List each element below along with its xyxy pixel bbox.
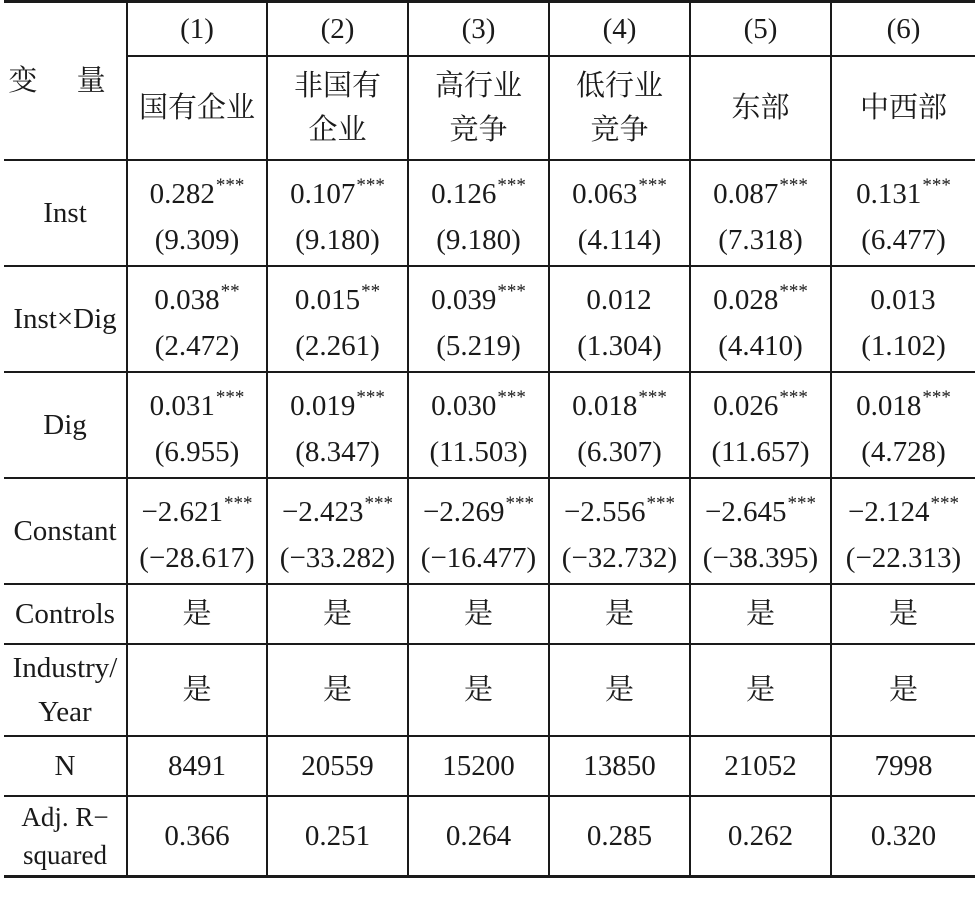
row-label: Constant: [4, 478, 127, 584]
coef-cell: −2.269*** (−16.477): [408, 478, 549, 584]
value-cell: 是: [408, 584, 549, 644]
coef-cell: 0.031*** (6.955): [127, 372, 267, 478]
coef-cell: 0.030*** (11.503): [408, 372, 549, 478]
col-number: (5): [690, 2, 831, 56]
value-cell: 是: [549, 644, 690, 736]
coef-cell: 0.126*** (9.180): [408, 160, 549, 266]
row-inst-dig: [4, 266, 975, 372]
value-cell: 是: [690, 644, 831, 736]
value-cell: 0.264: [408, 796, 549, 877]
value-cell: 20559: [267, 736, 408, 796]
value-cell: 0.285: [549, 796, 690, 877]
coef-cell: 0.087*** (7.318): [690, 160, 831, 266]
col-name: 低行业 竞争: [549, 56, 690, 160]
header-row-names: [4, 56, 975, 160]
coef-cell: 0.028*** (4.410): [690, 266, 831, 372]
col-name: 国有企业: [127, 56, 267, 160]
coef-cell: −2.423*** (−33.282): [267, 478, 408, 584]
row-label: Adj. R− squared: [4, 796, 127, 877]
value-cell: 是: [549, 584, 690, 644]
coef-cell: 0.039*** (5.219): [408, 266, 549, 372]
col-number: (1): [127, 2, 267, 56]
coef-cell: 0.282*** (9.309): [127, 160, 267, 266]
coef-cell: 0.131*** (6.477): [831, 160, 975, 266]
value-cell: 21052: [690, 736, 831, 796]
value-cell: 是: [831, 584, 975, 644]
header-row-numbers: [4, 2, 975, 56]
col-number: (4): [549, 2, 690, 56]
col-number: (3): [408, 2, 549, 56]
coef-cell: 0.015** (2.261): [267, 266, 408, 372]
value-cell: 是: [267, 584, 408, 644]
value-cell: 是: [127, 584, 267, 644]
col-name: 高行业 竞争: [408, 56, 549, 160]
row-label: Industry/ Year: [4, 644, 127, 736]
row-constant: [4, 478, 975, 584]
value-cell: 0.366: [127, 796, 267, 877]
coef-cell: −2.645*** (−38.395): [690, 478, 831, 584]
row-label: Inst×Dig: [4, 266, 127, 372]
coef-cell: 0.107*** (9.180): [267, 160, 408, 266]
value-cell: 0.262: [690, 796, 831, 877]
row-inst: [4, 160, 975, 266]
row-adj-r2: [4, 796, 975, 877]
row-n: [4, 736, 975, 796]
col-name: 中西部: [831, 56, 975, 160]
row-label: Controls: [4, 584, 127, 644]
row-controls: [4, 584, 975, 644]
coef-cell: 0.018*** (4.728): [831, 372, 975, 478]
col-number: (6): [831, 2, 975, 56]
row-dig: [4, 372, 975, 478]
value-cell: 8491: [127, 736, 267, 796]
coef-cell: 0.063*** (4.114): [549, 160, 690, 266]
coef-cell: 0.018*** (6.307): [549, 372, 690, 478]
value-cell: 是: [831, 644, 975, 736]
value-cell: 15200: [408, 736, 549, 796]
variable-header: 变 量: [4, 2, 127, 160]
col-number: (2): [267, 2, 408, 56]
col-name: 东部: [690, 56, 831, 160]
row-label: Dig: [4, 372, 127, 478]
coef-cell: −2.124*** (−22.313): [831, 478, 975, 584]
value-cell: 是: [267, 644, 408, 736]
coef-cell: −2.556*** (−32.732): [549, 478, 690, 584]
coef-cell: 0.012 (1.304): [549, 266, 690, 372]
value-cell: 是: [690, 584, 831, 644]
row-label: Inst: [4, 160, 127, 266]
col-name: 非国有 企业: [267, 56, 408, 160]
value-cell: 7998: [831, 736, 975, 796]
row-label: N: [4, 736, 127, 796]
coef-cell: 0.019*** (8.347): [267, 372, 408, 478]
value-cell: 13850: [549, 736, 690, 796]
value-cell: 是: [127, 644, 267, 736]
coef-cell: 0.013 (1.102): [831, 266, 975, 372]
coef-cell: −2.621*** (−28.617): [127, 478, 267, 584]
coef-cell: 0.026*** (11.657): [690, 372, 831, 478]
coef-cell: 0.038** (2.472): [127, 266, 267, 372]
value-cell: 0.251: [267, 796, 408, 877]
value-cell: 0.320: [831, 796, 975, 877]
row-industry-year: [4, 644, 975, 736]
regression-table: [4, 0, 975, 878]
value-cell: 是: [408, 644, 549, 736]
